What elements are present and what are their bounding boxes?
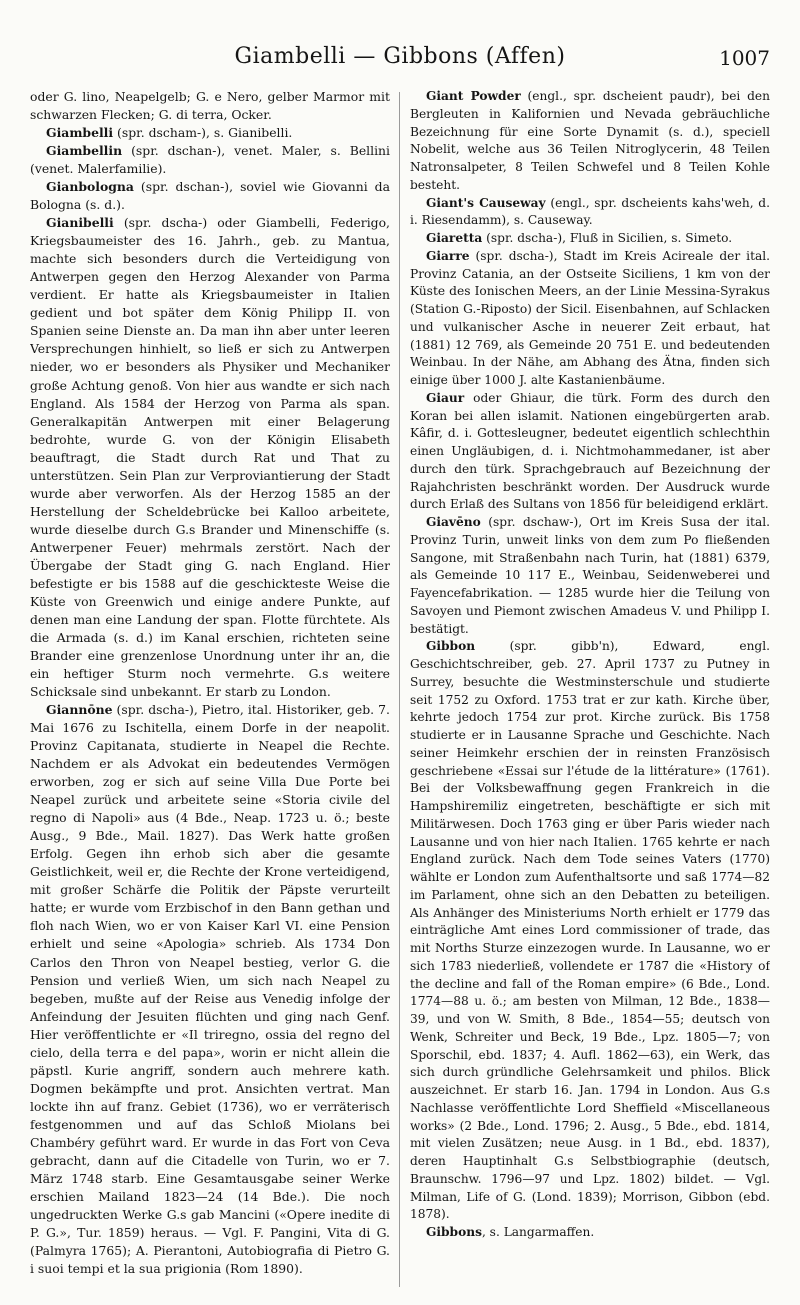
entry-text: (spr. dscham-), s. Gianibelli. xyxy=(113,125,293,141)
headword: Giambelli xyxy=(46,125,114,141)
entry-text: (spr. dschaw-), Ort im Kreis Susa der ital. Provinz Turin, unweit links von dem zum Po fließenden Sangone, mit Straßenbahn nach Turin, hat (1881) 6379, als Gemeinde 10 117 E., Weinbau, Seidenweberei und Fayencefabrikation. — 1285 wurde hier die Teilung von Savoyen und Piemont zwischen Amadeus V. und Philipp I. bestätigt. xyxy=(410,515,770,636)
entry-text: , s. Langarmaffen. xyxy=(481,1225,595,1239)
entry xyxy=(30,142,390,178)
entry-text: (spr. dschan-), soviel wie Giovanni da Bologna (s. d.). xyxy=(30,179,390,213)
entry xyxy=(30,214,390,701)
entry-text: (spr. dscha-) oder Giambelli, Federigo, Kriegsbaumeister des 16. Jahrh., geb. zu Mantua, machte sich besonders durch die Verteidigung von Antwerpen gegen den Herzog Alexander von Parma verdient. Er hatte als Kriegsbaumeister in Italien gedient und bot später dem König Philipp II. von Spanien seine Dienste an. Da man ihn aber unter leeren Versprechungen hinhielt, so ließ er sich zu Antwerpen nieder, wo er besonders als Physiker und Mechaniker große Achtung genoß. Von hier aus wandte er sich nach England. Als 1584 der Herzog von Parma als span. Generalkapitän Antwerpen mit einer Belagerung bedrohte, wurde G. von der Königin Elisabeth beauftragt, die Stadt durch Rat und That zu unterstützen. Sein Plan zur Verproviantierung der Stadt wurde aber verworfen. Als der Herzog 1585 an der Herstellung der Scheldebrücke bei Kalloo arbeitete, wurde dieselbe durch G.s Brander und Minenschiffe (s. Antwerpener Feuer) mehrmals zerstört. Nach der Übergabe der Stadt ging G. nach England. Hier befestigte er bis 1588 auf die geschickteste Weise die Küste von Greenwich und einige andere Punkte, auf denen man eine Landung der span. Flotte fürchtete. Als die Armada (s. d.) im Kanal erschien, richteten seine Brander eine grenzenlose Unordnung unter ihr an, die ein heftiger Sturm noch vermehrte. G.s weitere Schicksale sind unbekannt. Er starb zu London. xyxy=(30,215,390,700)
entry-text: (spr. dscha-), Stadt im Kreis Acireale der ital. Provinz Catania, an der Ostseite Siciliens, 1 km von der Küste des Ionischen Meers, an der Linie Messina-Syrakus (Station G.-Riposto) der Sicil. Eisenbahnen, auf Schlacken und vulkanischer Asche in neuerer Zeit erbaut, hat (1881) 12 769, als Gemeinde 20 751 E. und bedeutenden Weinbau. In der Nähe, am Abhang des Ätna, finden sich einige über 1000 J. alte Kastanienbäume. xyxy=(410,248,770,387)
headword: Giaretta xyxy=(426,231,483,245)
entry-text: (spr. dschan-), venet. Maler, s. Bellini (venet. Malerfamilie). xyxy=(30,143,390,177)
entry xyxy=(410,638,770,1224)
entry xyxy=(410,1224,770,1242)
right-column xyxy=(410,88,770,1293)
left-column xyxy=(30,88,390,1293)
entry-text: oder Ghiaur, die türk. Form des durch den Koran bei allen islamit. Nationen eingebürgerten arab. Kâfir, d. i. Gottesleugner, bedeutet eigentlich schlechthin einen Ungläubigen, d. i. Nichtmohammedaner, ist aber durch den türk. Sprachgebrauch auf Bezeichnung der Rajahchristen beschränkt worden. Der Ausdruck wurde durch Erlaß des Sultans von 1856 für beleidigend erklärt. xyxy=(410,390,770,512)
running-head: Giambelli — Gibbons (Affen) xyxy=(234,44,566,69)
entry xyxy=(410,390,770,514)
headword: Gianibelli xyxy=(46,215,114,231)
entry-text: (engl., spr. dscheients kahs'weh, d. i. Riesendamm), s. Causeway. xyxy=(410,195,770,228)
headword: Giaur xyxy=(426,390,465,405)
entry-text: (spr. dscha-), Fluß in Sicilien, s. Simeto. xyxy=(482,231,733,245)
page-header xyxy=(30,40,770,80)
entry xyxy=(410,230,770,248)
entry xyxy=(30,124,390,142)
entry xyxy=(410,88,770,195)
headword: Gibbon xyxy=(426,639,476,654)
headword: Giannōne xyxy=(46,702,113,718)
entry xyxy=(410,248,770,390)
headword: Giant's Causeway xyxy=(426,195,546,210)
headword: Giavēno xyxy=(426,515,481,529)
column-divider xyxy=(399,92,400,1287)
entry xyxy=(410,195,770,231)
entry xyxy=(30,701,390,1278)
entry xyxy=(30,178,390,214)
entry-text: oder G. lino, Neapelgelb; G. e Nero, gelber Marmor mit schwarzen Flecken; G. di terra, Ocker. xyxy=(30,89,390,123)
page-number: 1007 xyxy=(719,46,770,70)
headword: Gibbons xyxy=(426,1225,482,1239)
entry-text: (spr. dscha-), Pietro, ital. Historiker, geb. 7. Mai 1676 zu Ischitella, einem Dorfe in der neapolit. Provinz Capitanata, studierte in Neapel die Rechte. Nachdem er als Advokat ein bedeutendes Vermögen erworben, zog er sich auf seine Villa Due Porte bei Neapel zurück und arbeitete seine «Storia civile del regno di Napoli» aus (4 Bde., Neap. 1723 u. ö.; beste Ausg., 9 Bde., Mail. 1827). Das Werk hatte großen Erfolg. Gegen ihn erhob sich aber die gesamte Geistlichkeit, weil er, die Rechte der Krone verteidigend, mit großer Schärfe die Politik der Päpste verurteilt hatte; er wurde vom Erzbischof in den Bann gethan und floh nach Wien, wo er von Kaiser Karl VI. eine Pension erhielt und seine «Apologia» schrieb. Als 1734 Don Carlos den Thron von Neapel bestieg, verlor G. die Pension und verließ Wien, um sich nach Neapel zu begeben, mußte auf der Reise aus Venedig infolge der Anfeindung der Jesuiten flüchten und ging nach Genf. Hier veröffentlichte er «Il triregno, ossia del regno del cielo, della terra e del papa», worin er nicht allein die päpstl. Kurie angriff, sondern auch mehrere kath. Dogmen bekämpfte und prot. Ansichten vertrat. Man lockte ihn auf franz. Gebiet (1736), wo er verräterisch festgenommen und auf das Schloß Miolans bei Chambéry geführt ward. Er wurde in das Fort von Ceva gebracht, dann auf die Citadelle von Turin, wo er 7. März 1748 starb. Eine Gesamtausgabe seiner Werke erschien Mailand 1823—24 (14 Bde.). Die noch ungedruckten Werke G.s gab Mancini («Opere inedite di P. G.», Tur. 1859) heraus. — Vgl. F. Pangini, Vita di G. (Palmyra 1765); A. Pierantoni, Autobiografia di Pietro G. i suoi tempi et la sua prigionia (Rom 1890). xyxy=(30,702,390,1277)
headword: Giambellin xyxy=(46,143,123,159)
entry xyxy=(30,88,390,124)
entry-text: (engl., spr. dscheient paudr), bei den Bergleuten in Kalifornien und Nevada gebräuchliche Bezeichnung für eine Sorte Dynamit (s. d.), speciell Nobelit, welche aus 36 Teilen Nitroglycerin, 48 Teilen Natronsalpeter, 8 Teilen Schwefel und 8 Teilen Kohle besteht. xyxy=(410,89,770,192)
headword: Gianbologna xyxy=(46,179,134,195)
headword: Giarre xyxy=(426,248,470,263)
entry xyxy=(410,514,770,638)
headword: Giant Powder xyxy=(426,89,521,103)
entry-text: (spr. gibb'n), Edward, engl. Geschichtschreiber, geb. 27. April 1737 zu Putney in Surrey, besuchte die Westminsterschule und studierte seit 1752 zu Oxford. 1753 trat er zur kath. Kirche über, kehrte jedoch 1754 zur prot. Kirche zurück. Bis 1758 studierte er in Lausanne Sprache und Geschichte. Nach seiner Heimkehr erschien der in reinsten Französisch geschriebene «Essai sur l'étude de la littérature» (1761). Bei der Volksbewaffnung gegen Frankreich in die Hampshiremiliz eingetreten, beschäftigte er sich mit Militärwesen. Doch 1763 ging er über Paris wieder nach Lausanne und von hier nach Italien. 1765 kehrte er nach England zurück. Nach dem Tode seines Vaters (1770) wählte er London zum Aufenthaltsorte und saß 1774—82 im Parlament, ohne sich an den Debatten zu beteiligen. Als Anhänger des Ministeriums North erhielt er 1779 das einträgliche Amt eines Lord commissioner of trade, das mit Norths Sturze einzezogen wurde. In Lausanne, wo er sich 1783 niederließ, vollendete er 1787 die «History of the decline and fall of the Roman empire» (6 Bde., Lond. 1774—88 u. ö.; am besten von Milman, 12 Bde., 1838—39, und von W. Smith, 8 Bde., 1854—55; deutsch von Wenk, Schreiter und Beck, 19 Bde., Lpz. 1805—7; von Sporschil, ebd. 1837; 4. Aufl. 1862—63), ein Werk, das sich durch gründliche Gelehrsamkeit und philos. Blick auszeichnet. Er starb 16. Jan. 1794 in London. Aus G.s Nachlasse veröffentlichte Lord Sheffield «Miscellaneous works» (2 Bde., Lond. 1796; 2. Ausg., 5 Bde., ebd. 1814, mit vielen Zusätzen; neue Ausg. in 1 Bd., ebd. 1837), deren Hauptinhalt G.s Selbstbiographie (deutsch, Braunschw. 1796—97 und Lpz. 1802) bildet. — Vgl. Milman, Life of G. (Lond. 1839); Morrison, Gibbon (ebd. 1878). xyxy=(410,639,770,1222)
